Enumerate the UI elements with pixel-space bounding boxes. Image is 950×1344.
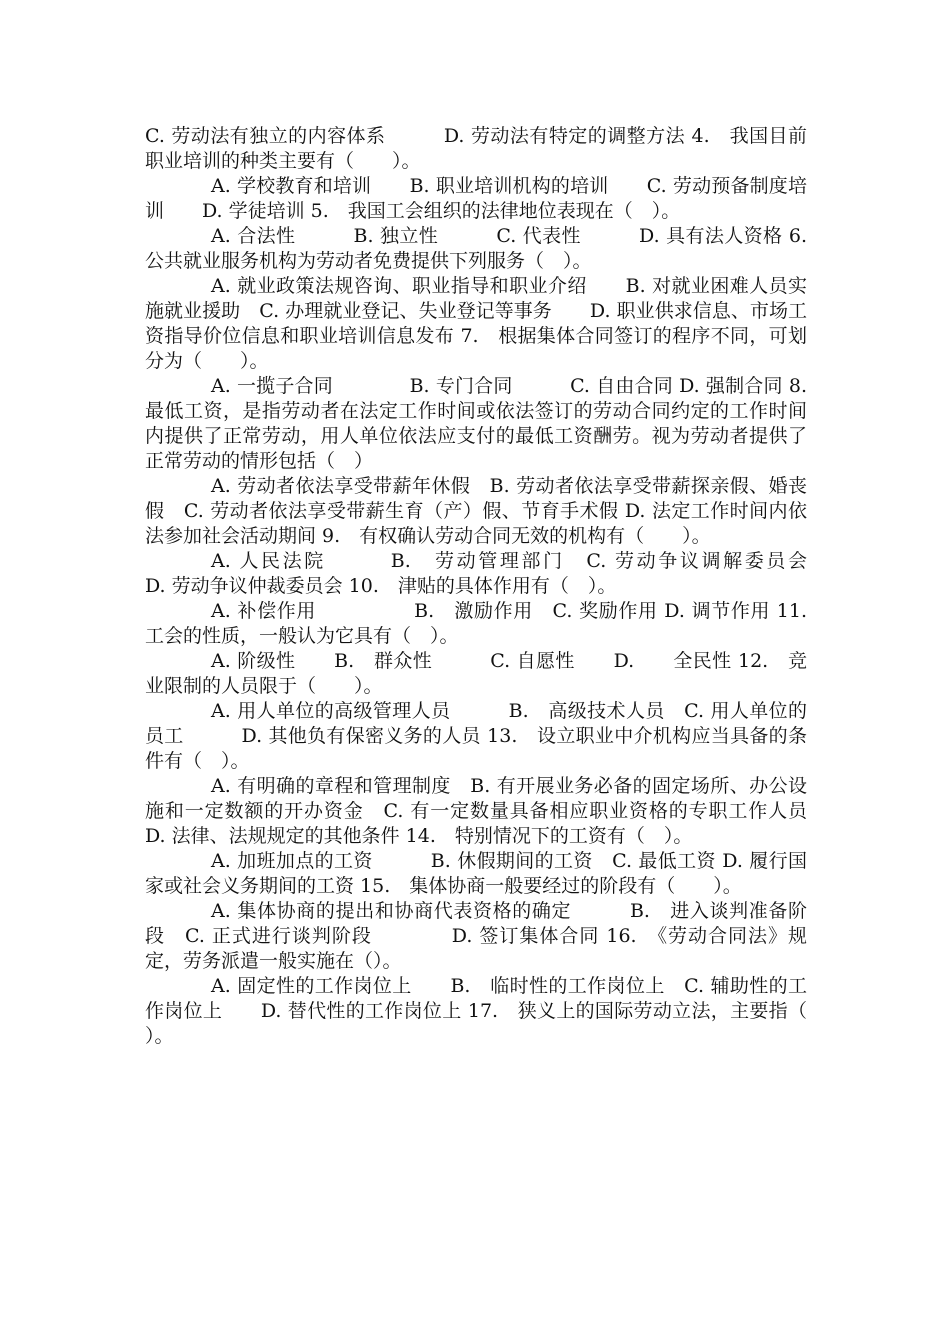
document-body bbox=[145, 124, 865, 1049]
paragraph-14: A. 固定性的工作岗位上 B. 临时性的工作岗位上 C. 辅助性的工作岗位上 D. 替代性的工作岗位上 17. 狭义上的国际劳动立法，主要指（ ）。 bbox=[145, 975, 846, 1047]
paragraph-4: A. 就业政策法规咨询、职业指导和职业介绍 B. 对就业困难人员实施就业援助 C. 办理就业登记、失业登记等事务 D. 职业供求信息、市场工资指导价位信息和职业培训信息发布 7. 根据集体合同签订的程序不同，可划分为（ ）。 bbox=[145, 275, 807, 372]
paragraph-9: A. 阶级性 B. 群众性 C. 自愿性 D. 全民性 12. 竞业限制的人员限于（ ）。 bbox=[145, 650, 807, 697]
paragraph-7: A. 人民法院 B. 劳动管理部门 C. 劳动争议调解委员会 D. 劳动争议仲裁委员会 10. 津贴的具体作用有（ ）。 bbox=[145, 550, 865, 597]
paragraph-6: A. 劳动者依法享受带薪年休假 B. 劳动者依法享受带薪探亲假、婚丧假 C. 劳动者依法享受带薪生育（产）假、节育手术假 D. 法定工作时间内依法参加社会活动期间 9. 有权确认劳动合同无效的机构有（ ）。 bbox=[145, 475, 807, 547]
paragraph-3: A. 合法性 B. 独立性 C. 代表性 D. 具有法人资格 6. 公共就业服务机构为劳动者免费提供下列服务（ ）。 bbox=[145, 225, 827, 272]
paragraph-10: A. 用人单位的高级管理人员 B. 高级技术人员 C. 用人单位的员工 D. 其他负有保密义务的人员 13. 设立职业中介机构应当具备的条件有（ ）。 bbox=[145, 700, 807, 772]
paragraph-12: A. 加班加点的工资 B. 休假期间的工资 C. 最低工资 D. 履行国家或社会义务期间的工资 15. 集体协商一般要经过的阶段有（ ）。 bbox=[145, 850, 807, 897]
paragraph-2: A. 学校教育和培训 B. 职业培训机构的培训 C. 劳动预备制度培训 D. 学徒培训 5. 我国工会组织的法律地位表现在（ ）。 bbox=[145, 175, 807, 222]
paragraph-11: A. 有明确的章程和管理制度 B. 有开展业务必备的固定场所、办公设施和一定数额的开办资金 C. 有一定数量具备相应职业资格的专职工作人员 D. 法律、法规规定的其他条件 14. 特别情况下的工资有（ ）。 bbox=[145, 775, 827, 847]
paragraph-8: A. 补偿作用 B. 激励作用 C. 奖励作用 D. 调节作用 11. 工会的性质，一般认为它具有（ ）。 bbox=[145, 600, 827, 647]
paragraph-13: A. 集体协商的提出和协商代表资格的确定 B. 进入谈判准备阶段 C. 正式进行谈判阶段 D. 签订集体合同 16. 《劳动合同法》规定，劳务派遣一般实施在（）。 bbox=[145, 900, 807, 972]
paragraph-5: A. 一揽子合同 B. 专门合同 C. 自由合同 D. 强制合同 8. 最低工资，是指劳动者在法定工作时间或依法签订的劳动合同约定的工作时间内提供了正常劳动，用人单位依法应支付的最低工资酬劳。视为劳动者提供了正常劳动的情形包括（ ） bbox=[145, 375, 827, 472]
paragraph-1: C. 劳动法有独立的内容体系 D. 劳动法有特定的调整方法 4. 我国目前职业培训的种类主要有（ ）。 bbox=[145, 125, 807, 172]
